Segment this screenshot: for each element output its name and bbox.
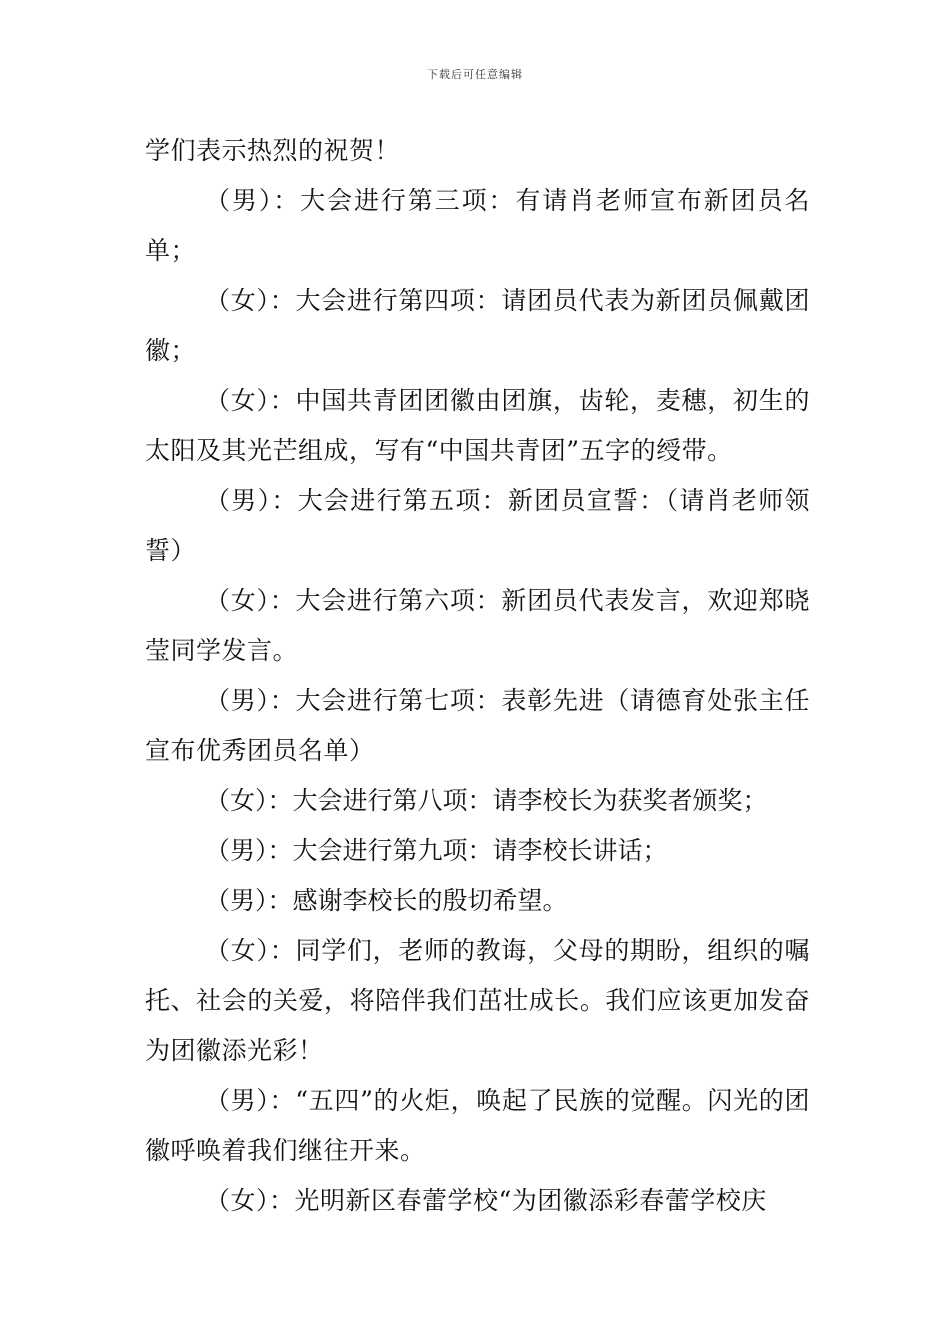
document-body (145, 126, 810, 1226)
paragraph-11: （女）：同学们，老师的教诲，父母的期盼，组织的嘱托、社会的关爱，将陪伴我们茁壮成长。我们应该更加发奋为团徽添光彩！ (145, 936, 810, 1065)
paragraph-7: （男）：大会进行第七项：表彰先进（请德育处张主任宣布优秀团员名单） (145, 686, 810, 765)
paragraph-10: （男）：感谢李校长的殷切希望。 (205, 886, 568, 915)
paragraph-1: 学们表示热烈的祝贺！ (145, 136, 401, 165)
paragraph-9: （男）：大会进行第九项：请李校长讲话； (205, 836, 668, 865)
paragraph-5: （男）：大会进行第五项：新团员宣誓：（请肖老师领誓） (145, 486, 810, 565)
paragraph-6: （女）：大会进行第六项：新团员代表发言，欢迎郑晓莹同学发言。 (145, 586, 810, 665)
paragraph-4: （女）：中国共青团团徽由团旗，齿轮，麦穗，初生的太阳及其光芒组成，写有“中国共青团”五字的绶带。 (145, 386, 810, 465)
paragraph-3: （女）：大会进行第四项：请团员代表为新团员佩戴团徽； (145, 286, 810, 365)
paragraph-8: （女）：大会进行第八项：请李校长为获奖者颁奖； (205, 786, 768, 815)
paragraph-12: （男）：“五四”的火炬，唤起了民族的觉醒。闪光的团徽呼唤着我们继往开来。 (145, 1086, 810, 1165)
paragraph-2: （男）：大会进行第三项：有请肖老师宣布新团员名单； (145, 186, 810, 265)
paragraph-13: （女）：光明新区春蕾学校“为团徽添彩春蕾学校庆 (205, 1186, 767, 1215)
page-header: 下载后可任意编辑 (427, 68, 523, 81)
